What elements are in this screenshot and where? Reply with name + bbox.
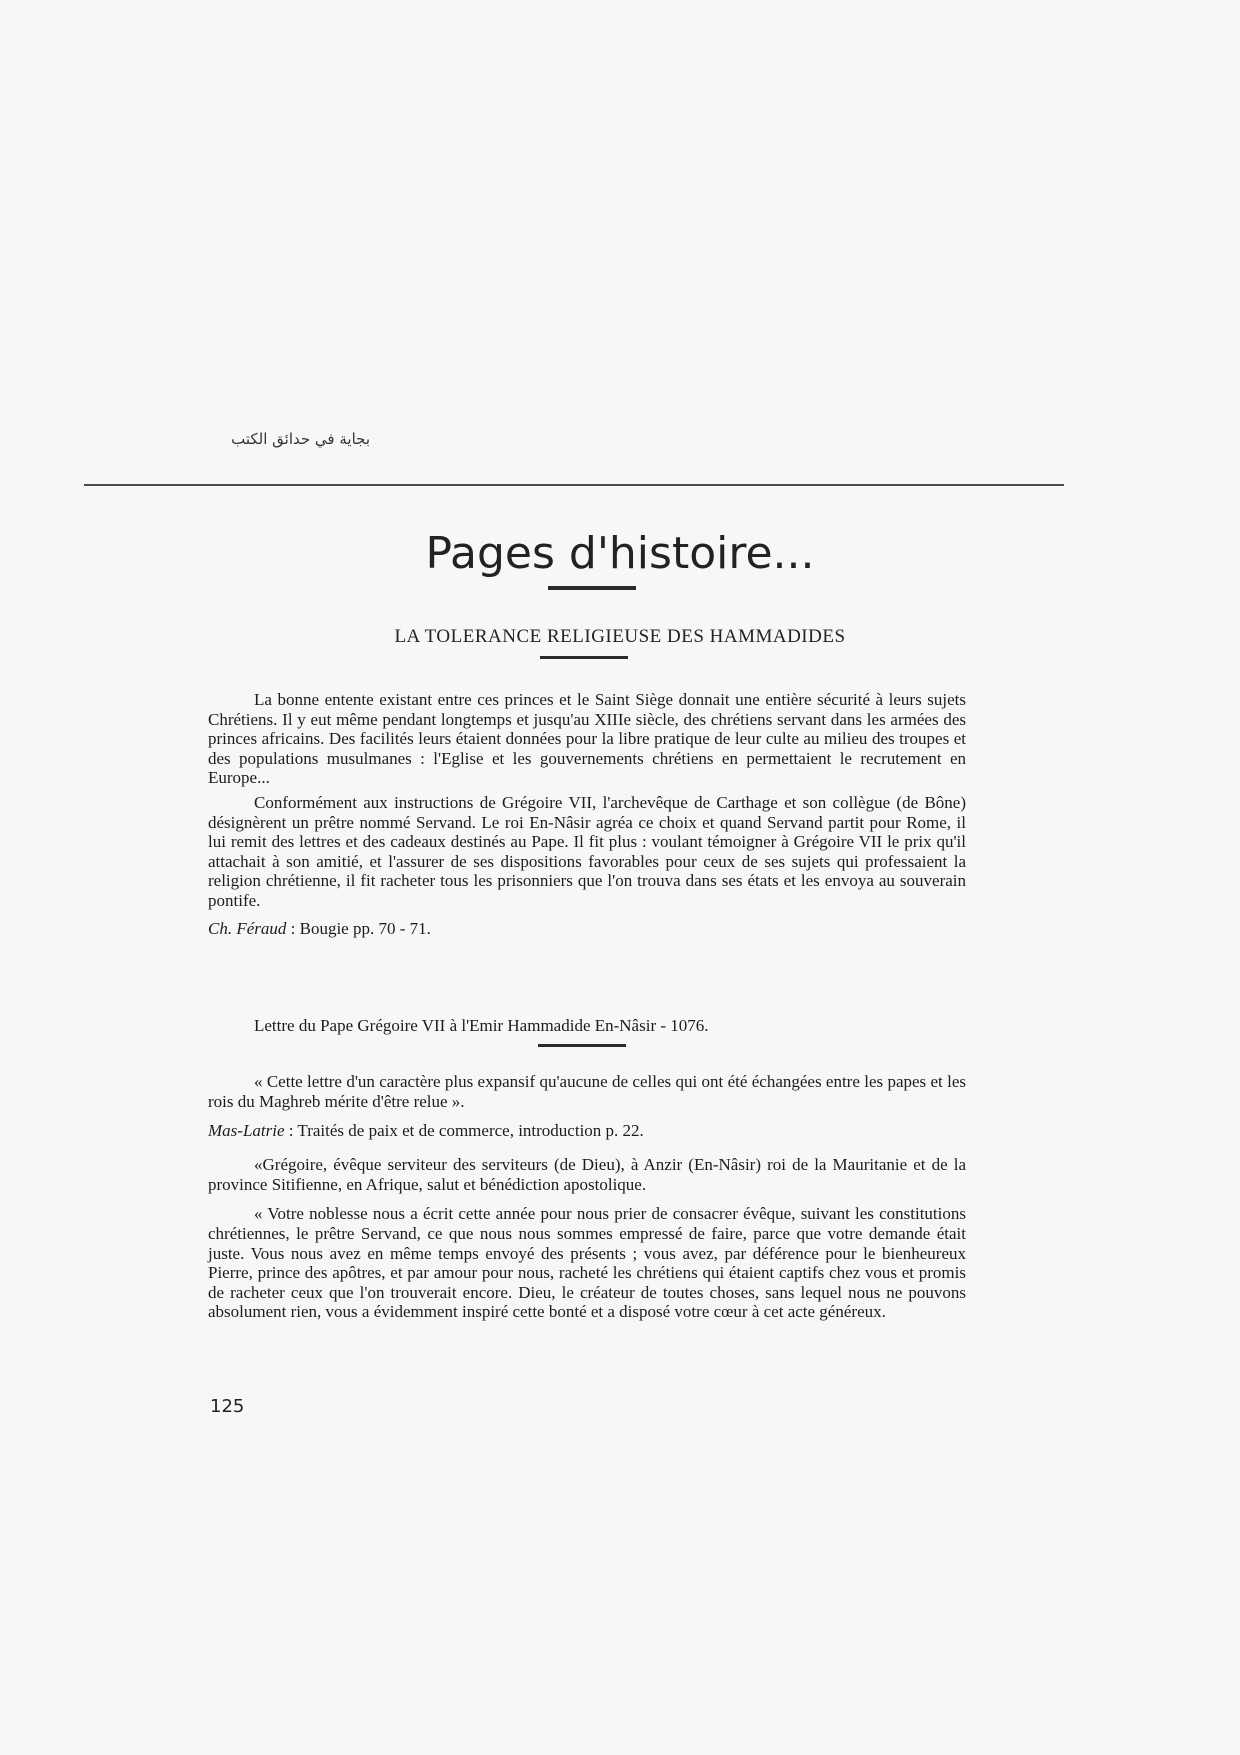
section-heading: LA TOLERANCE RELIGIEUSE DES HAMMADIDES <box>394 626 846 647</box>
citation-text: Traités de paix et de commerce, introduction p. 22. <box>297 1121 644 1141</box>
citation <box>208 1121 966 1141</box>
section-underline <box>540 656 628 659</box>
page-number: 125 <box>210 1396 245 1417</box>
letter-paragraph: « Votre noblesse nous a écrit cette année pour nous prier de consacrer évêque, suivant les constitutions chrétiennes, le prêtre Servand, ce que nous nous sommes empressé de faire, parce que votre demande était juste. Vous nous avez en même temps envoyé des présents ; vous avez, par déférence pour le bienheureux Pierre, prince des apôtres, et par amour pour nous, racheté les chrétiens qui étaient captifs chez vous et promis de racheter ceux que l'on trouverait encore. Dieu, le créateur de toutes choses, sans lequel nous ne pouvons absolument rien, vous a évidemment inspiré cette bonté et a disposé votre cœur à cet acte généreux. <box>208 1204 966 1322</box>
citation-author: Mas-Latrie <box>208 1121 285 1141</box>
page-title: Pages d'histoire... <box>425 528 815 579</box>
citation-text: Bougie pp. 70 - 71. <box>299 918 431 938</box>
letter-body <box>208 1072 966 1322</box>
citation <box>208 919 966 939</box>
letter-heading: Lettre du Pape Grégoire VII à l'Emir Hammadide En-Nâsir - 1076. <box>254 1016 709 1035</box>
citation-separator: : <box>284 1121 298 1141</box>
citation-separator: : <box>286 918 300 938</box>
paragraph: La bonne entente existant entre ces princes et le Saint Siège donnait une entière sécurité à leurs sujets Chrétiens. Il y eut même pendant longtemps et jusqu'au XIIIe siècle, des chrétiens servant dans les armées des princes africains. Des facilités leurs étaient données pour la libre pratique de leur culte au milieu des troupes et des populations musulmanes : l'Eglise et les gouvernements chrétiens en permettaient le recrutement en Europe... <box>208 690 966 788</box>
paragraph: Conformément aux instructions de Grégoire VII, l'archevêque de Carthage et son collègue (de Bône) désignèrent un prêtre nommé Servand. Le roi En-Nâsir agréa ce choix et quand Servand partit pour Rome, il lui remit des lettres et des cadeaux destinés au Pape. Il fit plus : voulant témoigner à Grégoire VII le prix qu'il attachait à son amitié, et l'assurer de ses dispositions favorables pour ceux de ses sujets qui professaient la religion chrétienne, il fit racheter tous les prisonniers que l'on trouva dans ses états et les envoya au souverain pontife. <box>208 792 966 910</box>
running-head: بجاية في حدائق الكتب <box>231 430 370 448</box>
quote: « Cette lettre d'un caractère plus expansif qu'aucune de celles qui ont été échangées entre les papes et les rois du Maghreb mérite d'être relue ». <box>208 1072 966 1111</box>
title-underline <box>548 586 636 590</box>
header-rule <box>84 484 1064 486</box>
letter-paragraph: «Grégoire, évêque serviteur des serviteurs (de Dieu), à Anzir (En-Nâsir) roi de la Mauritanie et de la province Sitifienne, en Afrique, salut et bénédiction apostolique. <box>208 1155 966 1194</box>
citation-author: Ch. Féraud <box>208 918 287 938</box>
letter-underline <box>538 1044 626 1047</box>
section-body <box>208 690 966 939</box>
